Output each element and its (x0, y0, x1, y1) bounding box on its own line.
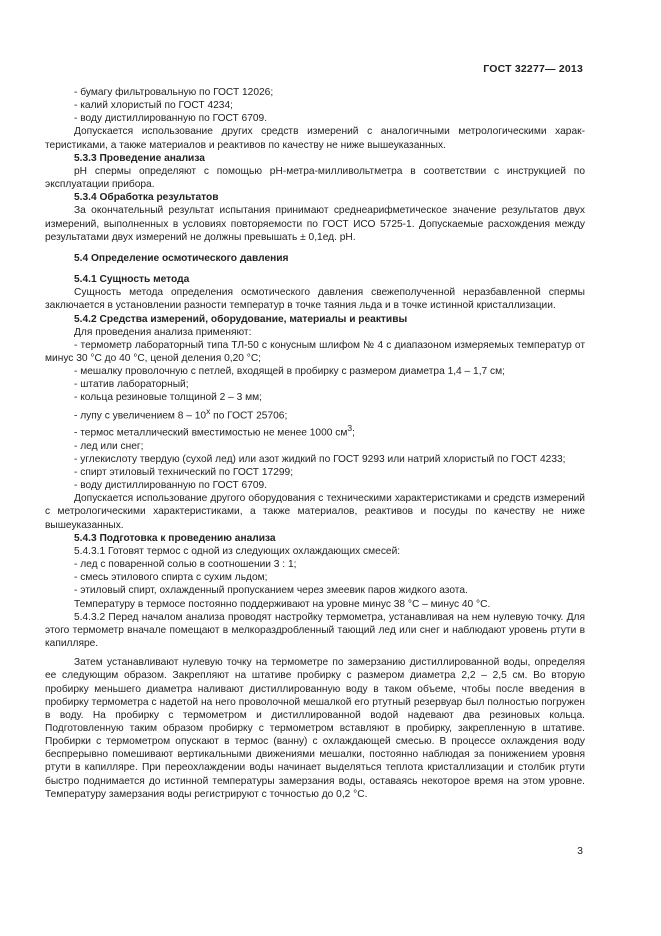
superscript: 3 (347, 423, 353, 434)
document-body (45, 86, 585, 801)
paragraph: Температуру в термосе постоянно поддерживают на уровне минус 38 °С – минус 40 °С. (74, 598, 491, 610)
list-item: - термометр лабораторный типа ТЛ-50 с конусным шлифом № 4 с диапазоном измеряемых температур от минус 30 °С до 40 °С, ценой деления 0,20 °С; (45, 339, 585, 364)
section-heading: 5.3.3 Проведение анализа (74, 152, 205, 164)
list-item: - воду дистиллированную по ГОСТ 6709. (74, 113, 268, 125)
list-item-text: - термос металлический вместимостью не менее 1000 см (74, 427, 348, 439)
list-item: - мешалку проволочную с петлей, входящей в пробирку с размером диаметра 1,4 – 1,7 см; (74, 366, 505, 378)
paragraph: Затем устанавливают нулевую точку на термометре по замерзанию дистиллированной воды, определяя ее следующим образом. Закрепляют на штативе пробирку с размером диаметра 2,2 – 2,5 см. Во вторую пробирку меньшего диаметра наливают дистиллированную воду в таком объеме, чтобы после введения в пробирку термометра с надетой на него проволочной мешалкой его ртутный резервуар был полностью погружен в воду. На пробирку с термометром и дистиллированной водой надевают два резиновых кольца. Подготовленную таким образом пробирку с термометром вставляют в пробирку, закрепленную в штативе. Пробирки с термометром опускают в термос (ванну) с охлаждающей смесью. В процессе охлаждения воду беспрерывно помешивают вертикальными движениями мешалки, постоянно наблюдая за понижением уровня ртути в капилляре. При переохлаждении воды начинает выделяться теплота кристаллизации и столбик ртути быстро поднимается до истинной температуры замерзания воды, оставаясь некоторое время на этом уровне. Температуру замерзания воды регистрируют с точностью до 0,2 °С. (45, 657, 585, 800)
list-item (45, 405, 585, 423)
standard-designation: ГОСТ 32277— 2013 (483, 63, 583, 75)
page-number: 3 (577, 845, 583, 857)
list-item (45, 422, 585, 440)
paragraph: Допускается использование другого оборудования с техническими характеристиками и средств измерений с метрологическими характеристиками, а также материалов, реактивов и посуды по качеству не ниже вышеуказанных. (45, 493, 585, 531)
section-heading: 5.3.4 Обработка результатов (74, 192, 219, 204)
paragraph: 5.4.3.2 Перед началом анализа проводят настройку термометра, устанавливая на нем нулевую точку. Для этого термометр вначале помещают в мелкораздробленный тающий лед или снег и наблюдают уровень ртути в капилляре. (45, 611, 585, 650)
list-item-text: ; (352, 427, 355, 439)
paragraph: Сущность метода определения осмотического давления свежеполученной неразбавленной спермы заключается в установлении разности температур в точке таяния льда и в точке истинной кристаллизации. (45, 287, 585, 312)
list-item: - лед или снег; (74, 440, 144, 452)
list-item: - этиловый спирт, охлажденный пропусканием через змеевик паров жидкого азота. (74, 585, 468, 597)
list-item: - калий хлористый по ГОСТ 4234; (74, 100, 233, 112)
paragraph: За окончательный результат испытания принимают среднеарифметическое значение результатов двух измерений, выполненных в условиях повторяемости по ГОСТ ИСО 5725-1. Допускаемые расхождения между результатами двух измерений не должны превышать ± 0,1ед. pH. (45, 205, 585, 243)
paragraph: Допускается использование других средств измерений с аналогичными метрологическими характеристиками, а также материалов и реактивов по качеству не ниже вышеуказанных. (45, 126, 585, 151)
list-item: - бумагу фильтровальную по ГОСТ 12026; (74, 87, 274, 98)
list-item: - спирт этиловый технический по ГОСТ 17299; (74, 467, 294, 478)
list-item: - лед с поваренной солью в соотношении 3 : 1; (74, 559, 297, 571)
paragraph: pH спермы определяют с помощью pH-метра-милливольтметра в соответствии с инструкцией по эксплуатации прибора. (45, 165, 585, 191)
section-heading: 5.4.3 Подготовка к проведению анализа (74, 532, 276, 544)
list-item: - штатив лабораторный; (74, 379, 189, 391)
section-heading: 5.4.1 Сущность метода (74, 274, 190, 286)
list-item: - смесь этилового спирта с сухим льдом; (74, 572, 268, 584)
section-heading: 5.4 Определение осмотического давления (74, 252, 289, 264)
list-item-text: - лупу с увеличением 8 – 10 (74, 409, 207, 421)
list-item: - кольца резиновые толщиной 2 – 3 мм; (74, 392, 262, 404)
section-heading: 5.4.2 Средства измерений, оборудование, материалы и реактивы (74, 313, 408, 325)
list-item: - углекислоту твердую (сухой лед) или азот жидкий по ГОСТ 9293 или натрий хлористый по ГОСТ 4233; (74, 453, 566, 465)
list-item: Для проведения анализа применяют: (74, 326, 252, 338)
paragraph: 5.4.3.1 Готовят термос с одной из следующих охлаждающих смесей: (74, 545, 401, 557)
list-item: - воду дистиллированную по ГОСТ 6709. (74, 480, 268, 492)
superscript: х (206, 405, 211, 416)
list-item-text: по ГОСТ 25706; (210, 409, 288, 421)
